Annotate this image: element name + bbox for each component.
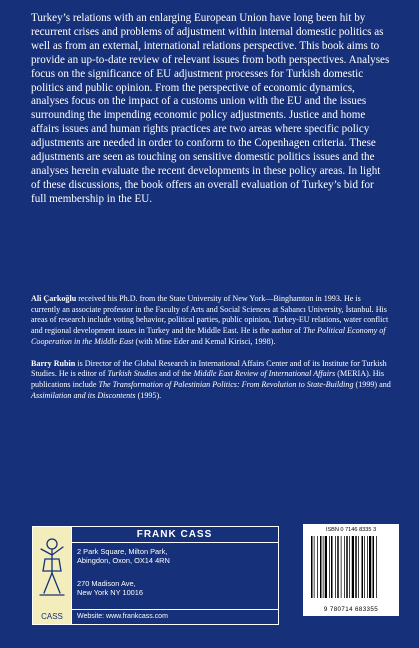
bio-ali-carkoglu: Ali Çarkoğlu received his Ph.D. from the State University of New York—Binghamton in 1993. He is currently an associate professor in the Faculty of Arts and Social Sciences at Sabancı University, İstanbul. His areas of research include voting behavior, political parties, public opinion, Turkey-EU relations, water conflict and regional development issues in Turkey and the Middle East. He is the author of The Political Economy of Cooperation in the Middle East (with Mine Eder and Kemal Kirisci, 1998). bbox=[31, 294, 389, 346]
author-bios bbox=[31, 294, 391, 412]
isbn-barcode bbox=[303, 524, 399, 616]
logo-wordmark: CASS bbox=[41, 612, 63, 621]
isbn-number: ISBN 0 7146 8335 3 bbox=[325, 527, 377, 533]
journal-title: Turkish Studies bbox=[107, 369, 158, 379]
back-cover-blurb: Turkey’s relations with an enlarging European Union have long been hit by recurrent crises and problems of adjustment within internal domestic politics as well as from an external, international relations perspective. This book aims to provide an up-to-date review of relevant issues from both perspectives. Analyses focus on the significance of EU adjustment processes for Turkish domestic politics and public opinion. From the perspective of economic dynamics, analyses focus on the impact of a customs union with the EU and the issues surrounding the impending economic policy adjustments. Justice and home affairs issues and human rights practices are two areas where specific policy adjustments are needed in order to conform to the Copenhagen criteria. These adjustments are seen as touching on sensitive domestic politics issues and the analyses herein evaluate the recent developments in these policy areas. In light of these discussions, the book offers an overall evaluation of Turkey’s bid for full membership in the EU. bbox=[31, 12, 390, 205]
barcode-bars bbox=[309, 536, 393, 602]
uk-address: 2 Park Square, Milton Park, Abingdon, Oxon, OX14 4RN bbox=[77, 547, 170, 566]
journal-title: Middle East Review of International Affairs bbox=[193, 369, 336, 379]
publisher-name: FRANK CASS bbox=[71, 527, 278, 543]
book-title: Assimilation and its Discontents bbox=[31, 390, 136, 400]
bio-barry-rubin: Barry Rubin is Director of the Global Research in International Affairs Center and of its Institute for Turkish Studies. He is editor of Turkish Studies and of the Middle East Review of International Affairs (MERIA). His publications include The Transformation of Palestinian Politics: From Revolution to State-Building (1999) and Assimilation and its Discontents (1995). bbox=[31, 358, 391, 400]
publisher-logo bbox=[33, 527, 72, 624]
publisher-box bbox=[32, 526, 279, 625]
book-title: The Transformation of Palestinian Politics: From Revolution to State-Building bbox=[98, 379, 354, 389]
publisher-website: Website: www.frankcass.com bbox=[71, 609, 278, 624]
author-name: Barry Rubin bbox=[31, 358, 76, 368]
publisher-figure-icon bbox=[35, 535, 69, 601]
author-name: Ali Çarkoğlu bbox=[31, 294, 77, 303]
barcode-digits: 9 780714 683355 bbox=[323, 606, 379, 613]
book-title: The Political Economy of Cooperation in the Middle East bbox=[31, 326, 386, 346]
us-address: 270 Madison Ave, New York NY 10016 bbox=[77, 579, 144, 598]
